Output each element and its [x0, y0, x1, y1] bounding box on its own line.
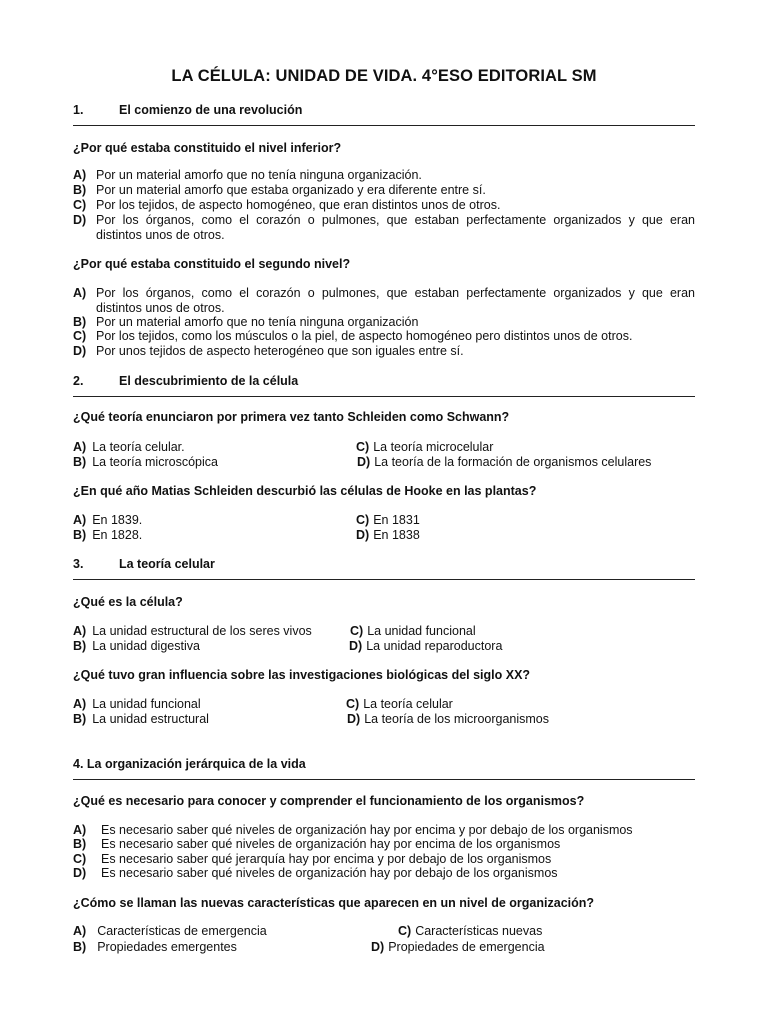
option-text: Por los órganos, como el corazón o pulmones, que estaban perfectamente organizados y que eran — [96, 286, 695, 300]
option-row — [73, 866, 695, 881]
option-letter: C) — [73, 198, 87, 212]
option-letter: C) — [350, 624, 364, 638]
question-6: ¿Qué tuvo gran influencia sobre las investigaciones biológicas del siglo XX? — [73, 668, 531, 682]
option-right — [346, 697, 453, 712]
option-letter: D) — [349, 639, 363, 653]
option-letter: D) — [73, 213, 87, 227]
option-letter: B) — [73, 837, 87, 851]
section-title: 4. La organización jerárquica de la vida — [73, 757, 306, 771]
option-left — [73, 639, 200, 654]
option-text: La teoría microscópica — [92, 455, 218, 469]
option-pair-row — [73, 639, 695, 654]
section-title: La teoría celular — [119, 557, 215, 571]
option-text: Propiedades de emergencia — [388, 940, 545, 954]
option-letter: C) — [73, 329, 87, 343]
option-letter: C) — [398, 924, 412, 938]
option-right — [356, 513, 420, 528]
section-heading-2 — [73, 374, 298, 388]
question-3: ¿Qué teoría enunciaron por primera vez tanto Schleiden como Schwann? — [73, 410, 510, 424]
option-text: Por los tejidos, de aspecto homogéneo, que eran distintos unos de otros. — [96, 198, 501, 212]
option-row — [73, 198, 695, 213]
option-pair-row — [73, 712, 695, 727]
option-right — [350, 624, 476, 639]
section-divider — [73, 396, 695, 397]
section-heading-4 — [73, 757, 306, 771]
option-left — [73, 440, 185, 455]
option-left — [73, 513, 142, 528]
option-letter: D) — [347, 712, 361, 726]
option-text: Es necesario saber qué niveles de organización hay por encima y por debajo de los organismos — [101, 823, 633, 837]
option-text-continued: distintos unos de otros. — [96, 228, 225, 242]
option-text: Por unos tejidos de aspecto heterogéneo que son iguales entre sí. — [96, 344, 464, 358]
option-pair-row — [73, 924, 695, 939]
option-right — [356, 528, 420, 543]
option-pair-row — [73, 440, 695, 455]
option-text: Por los órganos, como el corazón o pulmones, que estaban perfectamente organizados y que eran — [96, 213, 695, 227]
option-row — [73, 213, 695, 243]
option-pair-row — [73, 697, 695, 712]
option-letter: A) — [73, 924, 87, 938]
option-letter: B) — [73, 712, 87, 726]
option-text: En 1839. — [92, 513, 143, 527]
option-text: La unidad funcional — [367, 624, 476, 638]
option-row — [73, 344, 695, 359]
section-divider — [73, 779, 695, 780]
section-title: El comienzo de una revolución — [119, 103, 303, 117]
option-row — [73, 823, 695, 838]
section-heading-3 — [73, 557, 215, 571]
option-text: La teoría celular — [363, 697, 453, 711]
option-text: La unidad digestiva — [92, 639, 200, 653]
option-right — [356, 440, 493, 455]
option-text: La teoría microcelular — [373, 440, 494, 454]
option-text: Es necesario saber qué niveles de organización hay por debajo de los organismos — [101, 866, 558, 880]
option-letter: C) — [346, 697, 360, 711]
option-text: Características nuevas — [415, 924, 543, 938]
option-pair-row — [73, 513, 695, 528]
option-letter: D) — [73, 344, 87, 358]
option-row — [73, 286, 695, 316]
option-letter: C) — [356, 440, 370, 454]
option-row — [73, 852, 695, 867]
option-letter: B) — [73, 455, 87, 469]
option-letter: B) — [73, 183, 87, 197]
option-text: La unidad reparoductora — [366, 639, 503, 653]
option-right — [357, 455, 651, 470]
option-text: La unidad estructural de los seres vivos — [92, 624, 312, 638]
option-text: Por un material amorfo que estaba organizado y era diferente entre sí. — [96, 183, 486, 197]
option-letter: A) — [73, 286, 87, 300]
option-text: Propiedades emergentes — [97, 940, 237, 954]
option-letter: C) — [356, 513, 370, 527]
option-right — [398, 924, 542, 939]
option-text-continued: distintos unos de otros. — [96, 301, 225, 315]
option-text: En 1838 — [373, 528, 420, 542]
option-letter: A) — [73, 624, 87, 638]
question-8: ¿Cómo se llaman las nuevas características que aparecen en un nivel de organización? — [73, 896, 595, 910]
option-letter: A) — [73, 823, 87, 837]
option-pair-row — [73, 455, 695, 470]
question-4: ¿En qué año Matias Schleiden descurbió las células de Hooke en las plantas? — [73, 484, 537, 498]
option-text: Es necesario saber qué niveles de organización hay por encima de los organismos — [101, 837, 561, 851]
option-text: La teoría de la formación de organismos celulares — [374, 455, 652, 469]
section-divider — [73, 125, 695, 126]
option-text: La unidad estructural — [92, 712, 209, 726]
option-letter: B) — [73, 940, 87, 954]
option-left — [73, 697, 201, 712]
question-2: ¿Por qué estaba constituido el segundo nivel? — [73, 257, 351, 271]
option-row — [73, 183, 695, 198]
option-left — [73, 712, 209, 727]
section-number: 2. — [73, 374, 84, 388]
option-left — [73, 455, 218, 470]
option-row — [73, 837, 695, 852]
option-row — [73, 315, 695, 330]
option-letter: B) — [73, 639, 87, 653]
section-divider — [73, 579, 695, 580]
option-pair-row — [73, 940, 695, 955]
document-title: LA CÉLULA: UNIDAD DE VIDA. 4°ESO EDITORIAL SM — [171, 67, 597, 85]
option-right — [349, 639, 502, 654]
option-text: Por un material amorfo que no tenía ninguna organización — [96, 315, 419, 329]
option-left — [73, 924, 267, 939]
question-7: ¿Qué es necesario para conocer y comprender el funcionamiento de los organismos? — [73, 794, 585, 808]
option-letter: B) — [73, 315, 87, 329]
option-letter: A) — [73, 440, 87, 454]
option-pair-row — [73, 528, 695, 543]
option-letter: B) — [73, 528, 87, 542]
option-text: En 1831 — [373, 513, 420, 527]
section-number: 3. — [73, 557, 84, 571]
question-1: ¿Por qué estaba constituido el nivel inferior? — [73, 141, 342, 155]
option-right — [371, 940, 545, 955]
option-left — [73, 624, 312, 639]
option-text: La teoría celular. — [92, 440, 185, 454]
option-text: En 1828. — [92, 528, 143, 542]
section-heading-1 — [73, 103, 302, 117]
option-text: Características de emergencia — [97, 924, 267, 938]
option-letter: A) — [73, 168, 87, 182]
option-letter: C) — [73, 852, 87, 866]
option-letter: D) — [73, 866, 87, 880]
section-number: 1. — [73, 103, 84, 117]
option-text: Por un material amorfo que no tenía ninguna organización. — [96, 168, 422, 182]
option-text: Por los tejidos, como los músculos o la piel, de aspecto homogéneo pero distintos unos de otros. — [96, 329, 633, 343]
option-letter: D) — [356, 528, 370, 542]
option-row — [73, 329, 695, 344]
option-row — [73, 168, 695, 183]
option-letter: D) — [357, 455, 371, 469]
option-text: Es necesario saber qué jerarquía hay por encima y por debajo de los organismos — [101, 852, 552, 866]
option-pair-row — [73, 624, 695, 639]
option-text: La unidad funcional — [92, 697, 201, 711]
question-5: ¿Qué es la célula? — [73, 595, 183, 609]
option-letter: A) — [73, 697, 87, 711]
option-left — [73, 528, 142, 543]
option-text: La teoría de los microorganismos — [364, 712, 550, 726]
option-letter: A) — [73, 513, 87, 527]
option-right — [347, 712, 549, 727]
section-title: El descubrimiento de la célula — [119, 374, 299, 388]
option-left — [73, 940, 237, 955]
option-letter: D) — [371, 940, 385, 954]
